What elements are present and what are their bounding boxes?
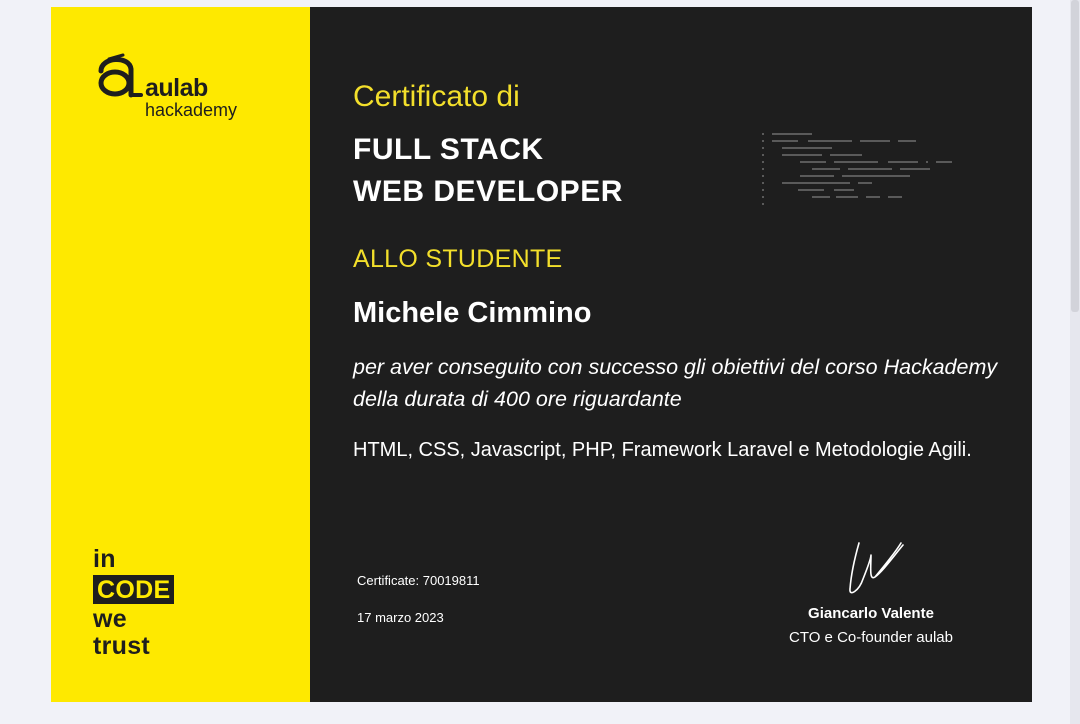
course-topics: HTML, CSS, Javascript, PHP, Framework Laravel e Metodologie Agili. [353,439,972,461]
course-title-line-2: WEB DEVELOPER [353,175,623,208]
course-title [353,129,623,213]
aulab-logo-icon [93,51,145,103]
motto-code-badge: CODE [93,575,174,604]
motto-line-4: trust [93,632,151,660]
logo-brand-text: aulab [145,74,208,102]
course-title-line-1: FULL STACK [353,133,544,166]
certificate-of-heading: Certificato di [353,80,520,113]
certificate-number: Certificate: 70019811 [357,573,480,588]
signer-role: CTO e Co-founder aulab [789,629,953,646]
scrollbar-thumb[interactable] [1071,0,1079,312]
yellow-side-panel [51,7,310,702]
logo-sub-text: hackademy [145,100,238,120]
signature-icon [845,539,907,599]
certificate-date: 17 marzo 2023 [357,610,444,625]
code-lines-decoration [760,132,960,208]
motto [93,546,174,660]
student-name: Michele Cimmino [353,297,592,329]
signer-name: Giancarlo Valente [808,605,934,622]
certificate [51,7,1032,702]
aulab-logo [93,51,253,131]
scrollbar-track[interactable] [1070,0,1080,724]
to-student-heading: ALLO STUDENTE [353,245,563,273]
achievement-text: per aver conseguito con successo gli obiettivi del corso Hackademy della durata di 400 ore riguardante [353,355,998,411]
motto-line-3: we [93,605,127,633]
motto-line-1: in [93,545,116,573]
